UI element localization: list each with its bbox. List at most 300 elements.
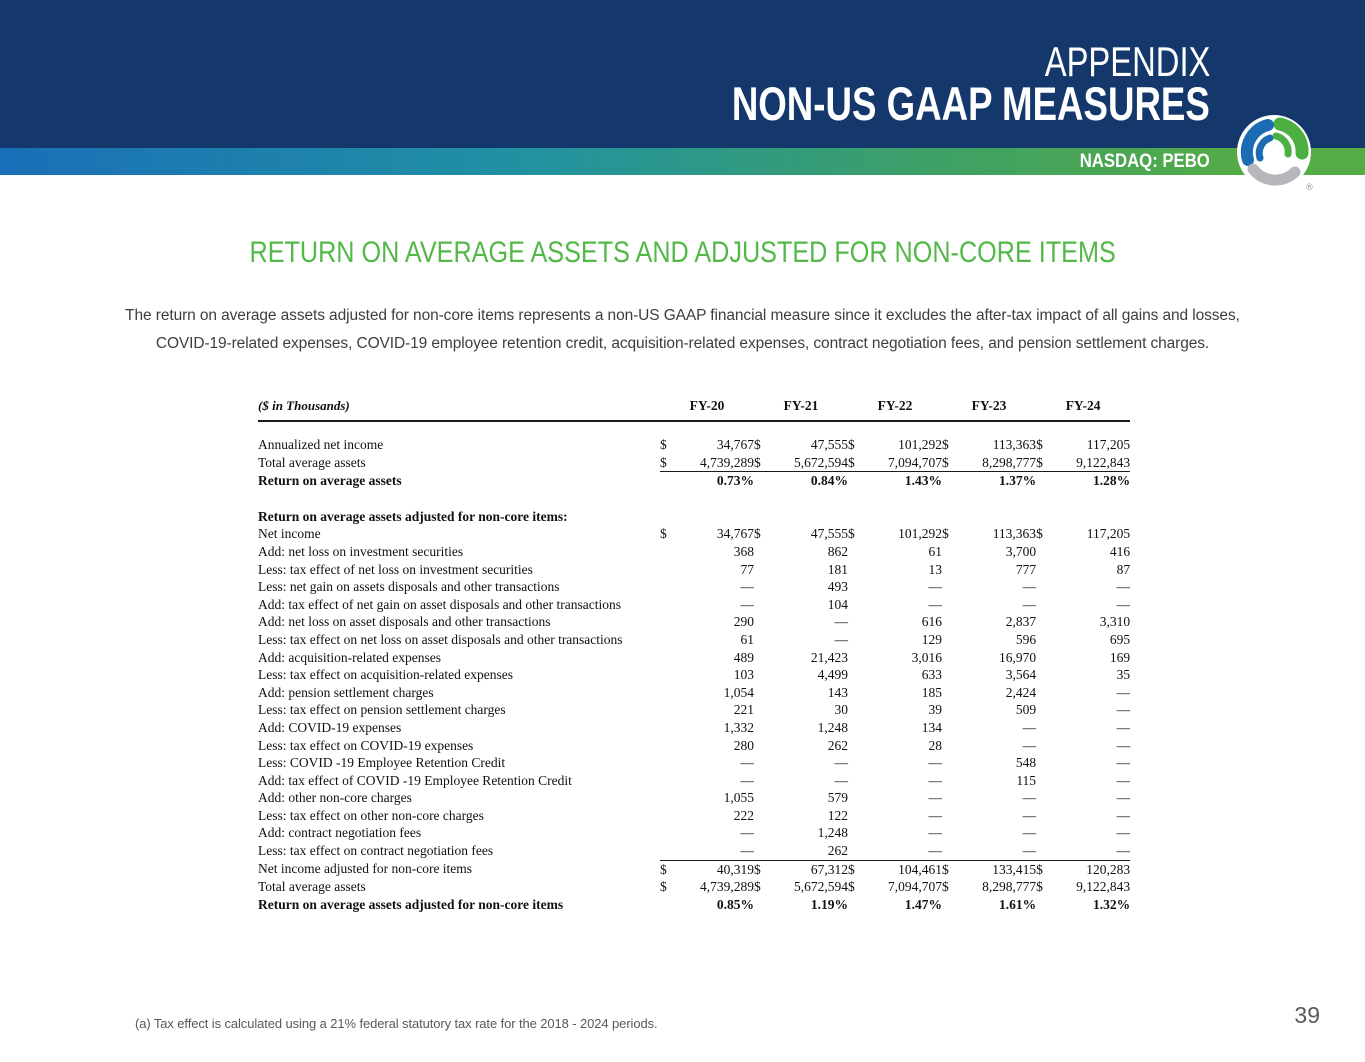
cell-value: — (1116, 737, 1131, 753)
dollar-sign (1036, 719, 1050, 737)
dollar-sign: $ (848, 437, 855, 452)
dollar-sign (754, 543, 768, 561)
cell-value: 40,319 (716, 861, 755, 877)
dollar-sign (942, 543, 956, 561)
table-row (258, 543, 1130, 561)
dollar-sign (754, 684, 768, 702)
dollar-sign (1036, 772, 1050, 790)
row-label: Add: pension settlement charges (258, 684, 434, 700)
dollar-sign (660, 824, 674, 842)
dollar-sign: $ (848, 861, 855, 877)
cell-value: 4,739,289 (700, 879, 755, 895)
cell-value: — (740, 825, 755, 841)
dollar-sign (848, 701, 862, 719)
dollar-sign (942, 631, 956, 649)
cell-value: 1,055 (723, 790, 755, 806)
dollar-sign: $ (942, 879, 949, 895)
cell-value: 222 (733, 807, 755, 823)
cell-value: 290 (733, 614, 755, 630)
dollar-sign (942, 824, 956, 842)
dollar-sign (1036, 807, 1050, 825)
cell-value: 115 (1016, 772, 1037, 788)
cell-value: 262 (768, 842, 848, 860)
cell-value: 4,499 (817, 667, 849, 683)
dollar-sign (1036, 754, 1050, 772)
cell-value: — (1116, 772, 1131, 788)
dollar-sign (848, 631, 862, 649)
cell-value: 30 (834, 702, 849, 718)
cell-value: 21,423 (810, 649, 849, 665)
dollar-sign (1036, 472, 1050, 490)
dollar-sign (848, 613, 862, 631)
cell-value: 181 (827, 561, 849, 577)
dollar-sign (660, 772, 674, 790)
cell-value: 1.47% (904, 896, 943, 912)
row-label: Less: COVID -19 Employee Retention Credit (258, 755, 506, 771)
cell-value: — (1116, 579, 1131, 595)
cell-value: 34,767 (716, 437, 755, 452)
dollar-sign: $ (660, 879, 667, 895)
cell-value: 509 (1015, 702, 1037, 718)
cell-value: 117,205 (1086, 437, 1131, 452)
cell-value: 262 (827, 737, 849, 753)
footnote: (a) Tax effect is calculated using a 21% federal statutory tax rate for the 2018 - 2024 periods. (135, 1016, 658, 1031)
cell-value: 1.19% (810, 896, 849, 912)
header-banner (0, 0, 1365, 148)
cell-value: 3,700 (1005, 543, 1037, 559)
dollar-sign (660, 490, 674, 526)
cell-value: — (1022, 737, 1037, 753)
cell-value: 5,672,594 (768, 454, 848, 472)
dollar-sign (1036, 649, 1050, 667)
cell-value: 695 (1109, 631, 1131, 647)
row-label: Less: tax effect on other non-core charges (258, 807, 484, 823)
cell-value: 579 (827, 790, 849, 806)
cell-value: 9,122,843 (1050, 454, 1130, 472)
cell-value: — (1022, 579, 1037, 595)
cell-value: 862 (827, 543, 849, 559)
dollar-sign (848, 578, 862, 596)
dollar-sign: $ (942, 454, 956, 472)
cell-value: 143 (827, 684, 849, 700)
dollar-sign: $ (1036, 454, 1050, 472)
dollar-sign (754, 772, 768, 790)
table-row (258, 613, 1130, 631)
cell-value: 1.37% (998, 473, 1037, 489)
cell-value: 368 (733, 543, 755, 559)
cell-value: 61 (928, 543, 943, 559)
table-row (258, 896, 1130, 914)
description-line-2: COVID-19-related expenses, COVID-19 employee retention credit, acquisition-related expenses, contract negotiation fees, and pension settlement charges. (155, 334, 1210, 352)
cell-value: 113,363 (992, 526, 1037, 542)
row-label: Less: tax effect on contract negotiation fees (258, 843, 494, 859)
dollar-sign (1036, 666, 1050, 684)
dollar-sign: $ (942, 861, 949, 877)
column-header: FY-20 (660, 398, 754, 421)
dollar-sign (754, 842, 768, 860)
table-row (258, 772, 1130, 790)
dollar-sign (942, 807, 956, 825)
dollar-sign (754, 824, 768, 842)
cell-value: 39 (928, 702, 943, 718)
row-label: Total average assets (258, 454, 366, 470)
dollar-sign: $ (848, 454, 862, 472)
dollar-sign (660, 472, 674, 490)
dollar-sign (1036, 631, 1050, 649)
cell-value: 777 (1015, 561, 1037, 577)
cell-value: 129 (921, 631, 943, 647)
ticker-bar (0, 148, 1365, 175)
cell-value: — (1050, 842, 1130, 860)
cell-value: 1.28% (1092, 473, 1131, 489)
dollar-sign: $ (1036, 879, 1043, 895)
cell-value: — (1116, 825, 1131, 841)
cell-value: — (1022, 790, 1037, 806)
table-row (258, 649, 1130, 667)
dollar-sign (848, 543, 862, 561)
cell-value: 104,461 (898, 861, 943, 877)
dollar-sign (848, 719, 862, 737)
dollar-sign: $ (660, 454, 674, 472)
dollar-sign (660, 613, 674, 631)
dollar-sign (848, 561, 862, 579)
cell-value: — (740, 772, 755, 788)
page-heading (597, 77, 1210, 130)
dollar-sign (754, 807, 768, 825)
dollar-sign (942, 719, 956, 737)
dollar-sign (754, 613, 768, 631)
table-row (258, 824, 1130, 842)
cell-value: 8,298,777 (956, 454, 1036, 472)
cell-value: 34,767 (716, 526, 755, 542)
dollar-sign (848, 596, 862, 614)
dollar-sign (942, 613, 956, 631)
cell-value: 35 (1116, 667, 1131, 683)
cell-value: — (1116, 596, 1131, 612)
row-label: Add: other non-core charges (258, 790, 412, 806)
table-row (258, 596, 1130, 614)
column-header: FY-21 (754, 398, 848, 421)
cell-value: — (928, 772, 943, 788)
cell-value: 47,555 (810, 526, 849, 542)
row-label: Less: tax effect on COVID-19 expenses (258, 737, 474, 753)
cell-value: — (1022, 807, 1037, 823)
cell-value: 548 (1015, 755, 1037, 771)
dollar-sign (754, 737, 768, 755)
table-row (258, 860, 1130, 878)
dollar-sign (848, 649, 862, 667)
dollar-sign (848, 842, 862, 860)
cell-value: — (928, 825, 943, 841)
dollar-sign (660, 842, 674, 860)
dollar-sign (660, 701, 674, 719)
cell-value: 101,292 (898, 526, 943, 542)
description-line-1: The return on average assets adjusted for non-core items represents a non-US GAAP financial measure since it excludes the after-tax impact of all gains and losses, (125, 307, 1240, 324)
dollar-sign (660, 561, 674, 579)
cell-value: 1,332 (723, 719, 755, 735)
page-number: 39 (1294, 1002, 1320, 1028)
table-row (258, 842, 1130, 860)
dollar-sign (848, 789, 862, 807)
row-label: Less: tax effect on pension settlement charges (258, 702, 506, 718)
dollar-sign (942, 561, 956, 579)
cell-value: 113,363 (992, 437, 1037, 452)
cell-value: — (674, 842, 754, 860)
dollar-sign (660, 578, 674, 596)
cell-value: 7,094,707 (888, 879, 943, 895)
dollar-sign (660, 807, 674, 825)
cell-value: 133,415 (992, 861, 1037, 877)
table-row (258, 454, 1130, 472)
cell-value: — (862, 842, 942, 860)
row-label: Net income (258, 526, 321, 542)
slide-title-text: RETURN ON AVERAGE ASSETS AND ADJUSTED FOR NON-CORE ITEMS (249, 236, 1116, 269)
dollar-sign: $ (1036, 437, 1043, 452)
dollar-sign (754, 789, 768, 807)
appendix-label (597, 38, 1210, 85)
cell-value: — (834, 631, 849, 647)
dollar-sign: $ (754, 861, 761, 877)
dollar-sign (942, 701, 956, 719)
dollar-sign (942, 842, 956, 860)
dollar-sign: $ (848, 879, 855, 895)
dollar-sign (942, 649, 956, 667)
table-row (258, 421, 1130, 454)
cell-value: 104 (827, 596, 849, 612)
cell-value: — (1116, 755, 1131, 771)
cell-value: 47,555 (810, 437, 849, 452)
row-label: Add: net loss on asset disposals and other transactions (258, 614, 551, 630)
row-label: Net income adjusted for non-core items (258, 861, 473, 877)
cell-value: — (740, 755, 755, 771)
cell-value: 5,672,594 (794, 879, 849, 895)
dollar-sign (1036, 561, 1050, 579)
cell-value: 117,205 (1086, 526, 1131, 542)
dollar-sign (1036, 613, 1050, 631)
cell-value: — (956, 842, 1036, 860)
dollar-sign (942, 472, 956, 490)
dollar-sign: $ (660, 437, 667, 452)
table-row (258, 472, 1130, 490)
cell-value: 596 (1015, 631, 1037, 647)
cell-value: 0.85% (716, 896, 755, 912)
cell-value: 87 (1116, 561, 1131, 577)
cell-value: — (1022, 719, 1037, 735)
dollar-sign (1036, 596, 1050, 614)
dollar-sign (754, 472, 768, 490)
row-label: Total average assets (258, 879, 366, 895)
dollar-sign: $ (754, 437, 761, 452)
row-label: Add: net loss on investment securities (258, 543, 464, 559)
cell-value: — (740, 579, 755, 595)
row-label: Annualized net income (258, 437, 384, 452)
table-row (258, 561, 1130, 579)
company-logo-icon (1236, 114, 1316, 194)
cell-value: 3,310 (1099, 614, 1131, 630)
dollar-sign (754, 754, 768, 772)
dollar-sign (942, 754, 956, 772)
cell-value: — (928, 596, 943, 612)
cell-value: 8,298,777 (982, 879, 1037, 895)
table-row (258, 807, 1130, 825)
dollar-sign (1036, 737, 1050, 755)
table-row (258, 666, 1130, 684)
dollar-sign (660, 684, 674, 702)
unit-label: ($ in Thousands) (258, 398, 660, 421)
dollar-sign (942, 789, 956, 807)
cell-value: 1.32% (1092, 896, 1131, 912)
row-label: Return on average assets adjusted for non-core items: (258, 508, 568, 524)
dollar-sign: $ (942, 526, 949, 542)
cell-value: 280 (733, 737, 755, 753)
dollar-sign (754, 896, 768, 914)
cell-value: — (1116, 702, 1131, 718)
dollar-sign: $ (754, 454, 768, 472)
cell-value: 134 (921, 719, 943, 735)
cell-value: — (928, 790, 943, 806)
slide-title (0, 236, 1365, 270)
cell-value: 13 (928, 561, 943, 577)
table-row (258, 578, 1130, 596)
cell-value: 28 (928, 737, 943, 753)
financial-table (258, 398, 1130, 913)
cell-value: 1,248 (817, 719, 849, 735)
dollar-sign (848, 737, 862, 755)
dollar-sign (660, 789, 674, 807)
dollar-sign (942, 596, 956, 614)
cell-value: 4,739,289 (674, 454, 754, 472)
table-row (258, 490, 1130, 526)
dollar-sign (942, 737, 956, 755)
dollar-sign (942, 684, 956, 702)
cell-value (674, 490, 754, 526)
table-row (258, 631, 1130, 649)
dollar-sign (848, 684, 862, 702)
row-label: Add: tax effect of net gain on asset disposals and other transactions (258, 596, 622, 612)
cell-value: 169 (1109, 649, 1131, 665)
table-header-row (258, 398, 1130, 421)
dollar-sign (942, 578, 956, 596)
dollar-sign (1036, 842, 1050, 860)
row-label: Return on average assets (258, 472, 402, 488)
cell-value: 416 (1109, 543, 1131, 559)
dollar-sign (1036, 701, 1050, 719)
row-label: Less: net gain on assets disposals and other transactions (258, 579, 560, 595)
cell-value: 103 (733, 667, 755, 683)
dollar-sign (660, 896, 674, 914)
cell-value: 3,564 (1005, 667, 1037, 683)
registered-mark: ® (1306, 182, 1313, 192)
cell-value (768, 490, 848, 526)
dollar-sign (1036, 896, 1050, 914)
table-row (258, 719, 1130, 737)
cell-value: — (928, 579, 943, 595)
dollar-sign (1036, 789, 1050, 807)
page-heading-text: NON-US GAAP MEASURES (731, 77, 1210, 130)
table-row (258, 525, 1130, 543)
row-label: Add: tax effect of COVID -19 Employee Retention Credit (258, 772, 572, 788)
dollar-sign (848, 754, 862, 772)
dollar-sign (942, 772, 956, 790)
dollar-sign (942, 666, 956, 684)
cell-value: — (740, 596, 755, 612)
dollar-sign (1036, 684, 1050, 702)
row-label: Add: COVID-19 expenses (258, 719, 402, 735)
dollar-sign: $ (754, 526, 761, 542)
cell-value: 616 (921, 614, 943, 630)
cell-value: 489 (733, 649, 755, 665)
dollar-sign (660, 719, 674, 737)
dollar-sign (942, 490, 956, 526)
table-row (258, 737, 1130, 755)
cell-value: 0.84% (810, 473, 849, 489)
table-row (258, 701, 1130, 719)
dollar-sign (754, 666, 768, 684)
row-label: Return on average assets adjusted for non-core items (258, 896, 564, 912)
dollar-sign: $ (754, 879, 761, 895)
dollar-sign (754, 596, 768, 614)
cell-value: 493 (827, 579, 849, 595)
column-header: FY-23 (942, 398, 1036, 421)
cell-value: 2,424 (1005, 684, 1037, 700)
cell-value: 7,094,707 (862, 454, 942, 472)
cell-value: 122 (827, 807, 849, 823)
cell-value: — (834, 755, 849, 771)
dollar-sign: $ (848, 526, 855, 542)
cell-value: — (1022, 596, 1037, 612)
row-label: Add: acquisition-related expenses (258, 649, 441, 665)
cell-value: 221 (733, 702, 755, 718)
dollar-sign (754, 649, 768, 667)
cell-value: — (1116, 719, 1131, 735)
column-header: FY-24 (1036, 398, 1130, 421)
table-row (258, 878, 1130, 896)
dollar-sign (1036, 824, 1050, 842)
dollar-sign (754, 578, 768, 596)
cell-value: 2,837 (1005, 614, 1037, 630)
row-label: Less: tax effect on net loss on asset disposals and other transactions (258, 631, 623, 647)
dollar-sign (1036, 578, 1050, 596)
row-label: Less: tax effect of net loss on investment securities (258, 561, 533, 577)
dollar-sign (660, 666, 674, 684)
cell-value: — (1116, 807, 1131, 823)
ticker-label: NASDAQ: PEBO (1079, 151, 1210, 172)
dollar-sign (848, 472, 862, 490)
cell-value: 1,054 (723, 684, 755, 700)
cell-value: 3,016 (911, 649, 943, 665)
dollar-sign: $ (942, 437, 949, 452)
cell-value (862, 490, 942, 526)
cell-value: 1.61% (998, 896, 1037, 912)
cell-value: — (834, 614, 849, 630)
table-row (258, 684, 1130, 702)
cell-value: 0.73% (716, 473, 755, 489)
cell-value: 61 (740, 631, 755, 647)
table-row (258, 789, 1130, 807)
dollar-sign (848, 490, 862, 526)
cell-value (956, 490, 1036, 526)
dollar-sign: $ (660, 861, 667, 877)
dollar-sign (942, 896, 956, 914)
slide-description (103, 302, 1263, 357)
dollar-sign (660, 737, 674, 755)
cell-value: 1.43% (904, 473, 943, 489)
cell-value: 633 (921, 667, 943, 683)
appendix-label-text: APPENDIX (1044, 38, 1210, 85)
dollar-sign (754, 561, 768, 579)
dollar-sign: $ (660, 526, 667, 542)
dollar-sign: $ (1036, 526, 1043, 542)
